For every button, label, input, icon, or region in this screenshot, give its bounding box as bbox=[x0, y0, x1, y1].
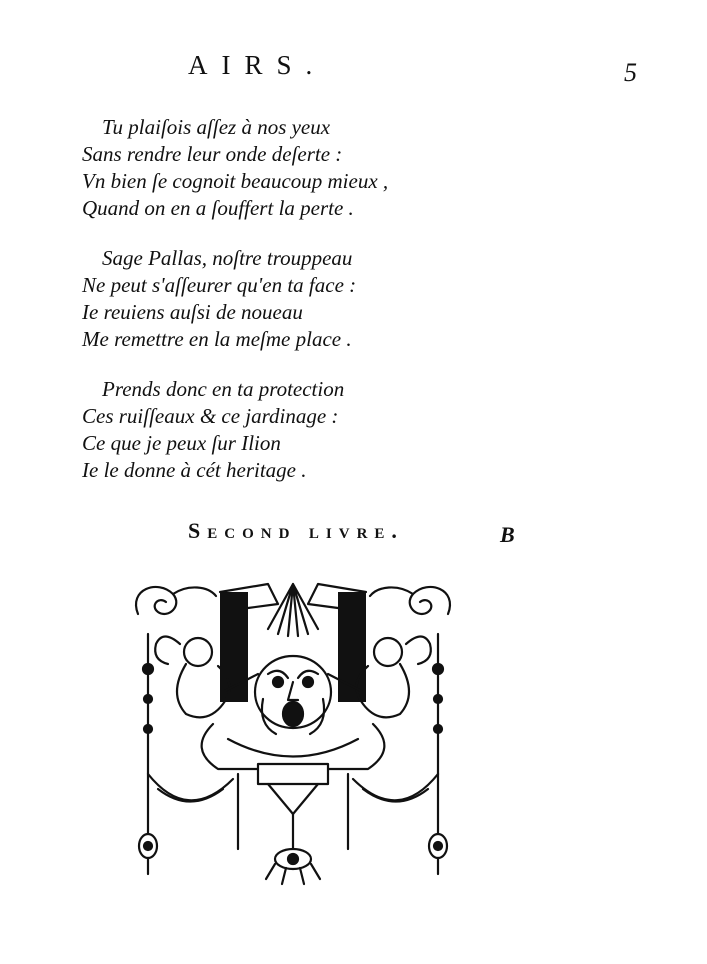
stanza-2 bbox=[82, 245, 442, 353]
verse-line: Ie le donne à cét heritage . bbox=[82, 458, 307, 482]
signature-mark: B bbox=[500, 522, 515, 547]
verse-line: Tu plaiſois aſſez à nos yeux bbox=[102, 115, 331, 139]
page-number: 5 bbox=[624, 58, 637, 87]
verse-line: Ne peut s'aſſeurer qu'en ta face : bbox=[82, 273, 357, 297]
verse-line: Vn bien ſe cognoit beaucoup mieux , bbox=[82, 169, 389, 193]
verse-line: Sans rendre leur onde deſerte : bbox=[82, 142, 343, 166]
verse-line: Ces ruiſſeaux & ce jardinage : bbox=[82, 404, 339, 428]
grotesque-mask-ornament-icon bbox=[128, 574, 458, 894]
verse-line: Me remettre en la meſme place . bbox=[82, 327, 352, 351]
stanza-3 bbox=[82, 376, 442, 484]
verse-line: Quand on en a ſouffert la perte . bbox=[82, 196, 354, 220]
verse-line: Ce que je peux ſur Ilion bbox=[82, 431, 281, 455]
running-head: AIRS. bbox=[188, 50, 327, 80]
stanza-1 bbox=[82, 114, 442, 222]
verse-line: Prends donc en ta protection bbox=[102, 377, 345, 401]
catchword-line: Second livre. bbox=[188, 518, 404, 543]
verse-line: Sage Pallas, noſtre trouppeau bbox=[102, 246, 353, 270]
verse-line: Ie reuiens auſsi de noueau bbox=[82, 300, 303, 324]
